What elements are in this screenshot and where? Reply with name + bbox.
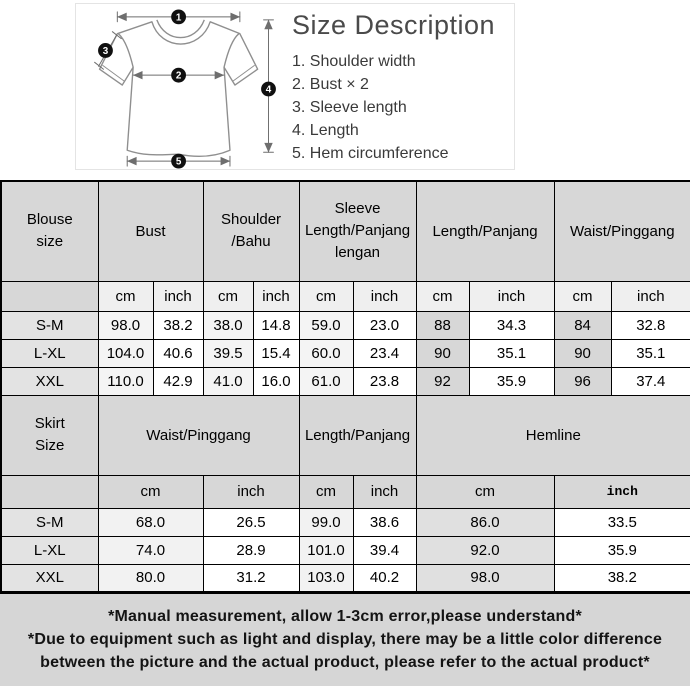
diagram-frame xyxy=(75,3,515,170)
unit-cell: cm xyxy=(299,475,353,508)
marker-2: 2 xyxy=(175,70,182,82)
size-description-section xyxy=(0,0,690,180)
value-cell: 61.0 xyxy=(299,367,353,395)
disclaimer-line-1: *Manual measurement, allow 1-3cm error,please understand* xyxy=(108,607,582,625)
col-header-bust: Bust xyxy=(98,181,203,281)
col-header-skirt-waist: Waist/Pinggang xyxy=(98,395,299,475)
value-cell: 110.0 xyxy=(98,367,153,395)
value-cell: 40.6 xyxy=(153,339,203,367)
marker-5: 5 xyxy=(175,156,182,168)
value-cell: 59.0 xyxy=(299,311,353,339)
value-cell: 90 xyxy=(554,339,611,367)
value-cell: 39.4 xyxy=(353,536,416,564)
desc-item-shoulder: 1. Shoulder width xyxy=(292,53,416,70)
desc-item-hem: 5. Hem circumference xyxy=(292,145,449,162)
col-header-waist: Waist/Pinggang xyxy=(554,181,690,281)
tshirt-line-drawing xyxy=(86,6,286,172)
unit-cell: cm xyxy=(554,281,611,311)
value-cell: 39.5 xyxy=(203,339,253,367)
value-cell: 103.0 xyxy=(299,564,353,592)
tshirt-outline xyxy=(100,20,258,156)
value-cell: 23.8 xyxy=(353,367,416,395)
value-cell: 16.0 xyxy=(253,367,299,395)
value-cell: 98.0 xyxy=(416,564,554,592)
value-cell: 90 xyxy=(416,339,469,367)
unit-cell: inch xyxy=(611,281,690,311)
blouse-row-xxl xyxy=(1,367,690,395)
unit-cell: inch xyxy=(469,281,554,311)
value-cell: 99.0 xyxy=(299,508,353,536)
blouse-row-sm xyxy=(1,311,690,339)
unit-cell-serif: inch xyxy=(554,475,690,508)
col-header-length: Length/Panjang xyxy=(416,181,554,281)
col-header-skirt-length: Length/Panjang xyxy=(299,395,416,475)
value-cell: 33.5 xyxy=(554,508,690,536)
value-cell: 38.2 xyxy=(554,564,690,592)
value-cell: 104.0 xyxy=(98,339,153,367)
desc-item-length: 4. Length xyxy=(292,122,359,139)
value-cell: 23.4 xyxy=(353,339,416,367)
value-cell: 38.6 xyxy=(353,508,416,536)
unit-cell: cm xyxy=(416,475,554,508)
size-cell: XXL xyxy=(1,564,98,592)
empty-cell xyxy=(1,281,98,311)
value-cell: 23.0 xyxy=(353,311,416,339)
value-cell: 35.1 xyxy=(469,339,554,367)
value-cell: 101.0 xyxy=(299,536,353,564)
desc-item-sleeve: 3. Sleeve length xyxy=(292,99,407,116)
disclaimer-footer xyxy=(0,594,690,686)
value-cell: 74.0 xyxy=(98,536,203,564)
skirt-row-sm xyxy=(1,508,690,536)
value-cell: 92 xyxy=(416,367,469,395)
marker-3: 3 xyxy=(102,45,109,57)
disclaimer-line-3: between the picture and the actual product, please refer to the actual product* xyxy=(40,653,650,671)
value-cell: 88 xyxy=(416,311,469,339)
skirt-row-xxl xyxy=(1,564,690,592)
skirt-size-header: Skirt Size xyxy=(1,395,98,475)
size-table xyxy=(0,180,690,594)
blouse-row-lxl xyxy=(1,339,690,367)
skirt-row-lxl xyxy=(1,536,690,564)
col-header-sleeve: Sleeve Length/Panjang lengan xyxy=(299,181,416,281)
size-cell: L-XL xyxy=(1,536,98,564)
size-description-title: Size Description xyxy=(292,10,496,40)
col-header-shoulder: Shoulder /Bahu xyxy=(203,181,299,281)
marker-4: 4 xyxy=(265,84,272,96)
value-cell: 14.8 xyxy=(253,311,299,339)
disclaimer-line-2: *Due to equipment such as light and display, there may be a little color difference xyxy=(27,630,663,648)
unit-cell: cm xyxy=(98,281,153,311)
value-cell: 35.9 xyxy=(554,536,690,564)
blouse-unit-row xyxy=(1,281,690,311)
value-cell: 98.0 xyxy=(98,311,153,339)
value-cell: 92.0 xyxy=(416,536,554,564)
unit-cell: inch xyxy=(353,475,416,508)
value-cell: 60.0 xyxy=(299,339,353,367)
blouse-size-header: Blouse size xyxy=(1,181,98,281)
value-cell: 40.2 xyxy=(353,564,416,592)
skirt-unit-row xyxy=(1,475,690,508)
desc-item-bust: 2. Bust × 2 xyxy=(292,76,369,93)
value-cell: 84 xyxy=(554,311,611,339)
unit-cell: cm xyxy=(299,281,353,311)
unit-cell: cm xyxy=(98,475,203,508)
value-cell: 38.2 xyxy=(153,311,203,339)
value-cell: 32.8 xyxy=(611,311,690,339)
value-cell: 34.3 xyxy=(469,311,554,339)
unit-cell: cm xyxy=(203,281,253,311)
value-cell: 26.5 xyxy=(203,508,299,536)
unit-cell: inch xyxy=(253,281,299,311)
value-cell: 86.0 xyxy=(416,508,554,536)
size-cell: S-M xyxy=(1,508,98,536)
value-cell: 96 xyxy=(554,367,611,395)
unit-cell: cm xyxy=(416,281,469,311)
value-cell: 15.4 xyxy=(253,339,299,367)
size-cell: S-M xyxy=(1,311,98,339)
value-cell: 28.9 xyxy=(203,536,299,564)
unit-cell: inch xyxy=(203,475,299,508)
unit-cell: inch xyxy=(353,281,416,311)
empty-cell xyxy=(1,475,98,508)
blouse-header-row xyxy=(1,181,690,281)
unit-cell: inch xyxy=(153,281,203,311)
size-description-list xyxy=(286,4,495,169)
marker-1: 1 xyxy=(175,12,182,24)
value-cell: 37.4 xyxy=(611,367,690,395)
value-cell: 35.9 xyxy=(469,367,554,395)
value-cell: 42.9 xyxy=(153,367,203,395)
value-cell: 80.0 xyxy=(98,564,203,592)
skirt-header-row xyxy=(1,395,690,475)
size-cell: XXL xyxy=(1,367,98,395)
size-cell: L-XL xyxy=(1,339,98,367)
value-cell: 41.0 xyxy=(203,367,253,395)
value-cell: 31.2 xyxy=(203,564,299,592)
value-cell: 35.1 xyxy=(611,339,690,367)
value-cell: 68.0 xyxy=(98,508,203,536)
tshirt-diagram xyxy=(76,4,286,169)
col-header-hemline: Hemline xyxy=(416,395,690,475)
value-cell: 38.0 xyxy=(203,311,253,339)
